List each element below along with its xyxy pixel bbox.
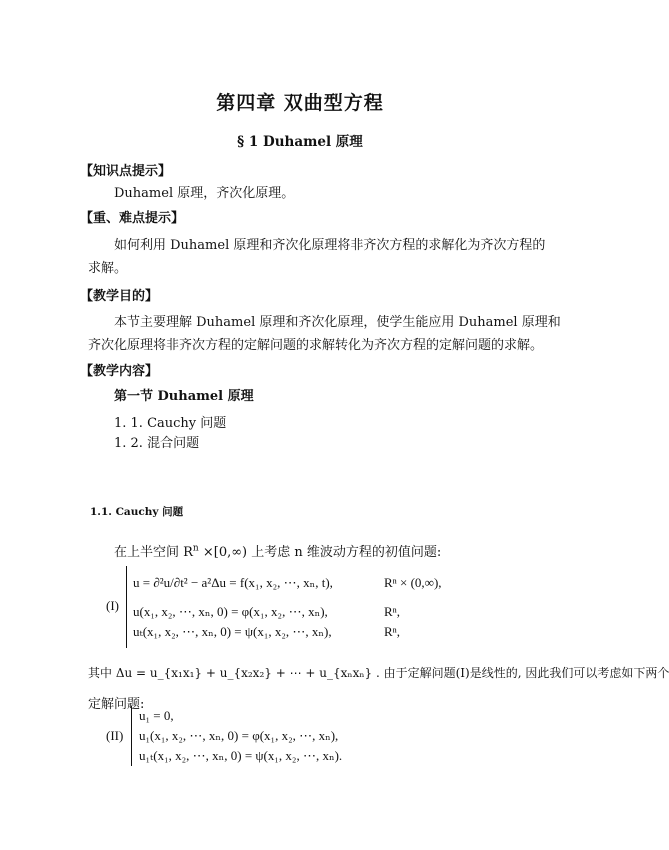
content-item-2: 1. 2. 混合问题	[114, 436, 200, 451]
after-line2: 定解问题:	[88, 697, 145, 712]
system1-eq2-domain: Rⁿ,	[384, 604, 401, 619]
system2-eq1: u₁ = 0,	[139, 708, 174, 723]
system1-label: (I)	[106, 598, 119, 613]
goal-header: 【教学目的】	[80, 289, 159, 304]
content-section: 第一节 Duhamel 原理	[114, 389, 254, 404]
difficulty-line1: 如何利用 Duhamel 原理和齐次化原理将非齐次方程的求解化为齐次方程的	[114, 238, 546, 253]
section-title: § 1 Duhamel 原理	[237, 134, 363, 150]
goal-line2: 齐次化原理将非齐次方程的定解问题的求解转化为齐次方程的定解问题的求解。	[88, 338, 544, 353]
system1-eq1: u = ∂²u/∂t² − a²Δu = f(x₁, x₂, ⋯, xₙ, t),	[133, 575, 333, 590]
system2-eq2: u₁(x₁, x₂, ⋯, xₙ, 0) = φ(x₁, x₂, ⋯, xₙ),	[139, 728, 339, 743]
content-header: 【教学内容】	[80, 364, 159, 379]
content-item-1: 1. 1. Cauchy 问题	[114, 416, 227, 431]
difficulty-header: 【重、难点提示】	[80, 211, 185, 226]
knowledge-text: Duhamel 原理，齐次化原理。	[114, 186, 295, 201]
system2-brace	[131, 706, 132, 766]
difficulty-line2: 求解。	[88, 261, 128, 276]
goal-line1: 本节主要理解 Duhamel 原理和齐次化原理，使学生能应用 Duhamel 原理和	[114, 315, 561, 330]
system1-eq1-domain: Rⁿ × (0,∞),	[384, 575, 442, 590]
subsection-intro: 在上半空间 $R^n \times[0,\infty)$ 上考虑 n 维波动方程的初值问题:	[114, 543, 442, 560]
subsection-header: 1.1. Cauchy 问题	[90, 506, 184, 518]
system1-eq2: u(x₁, x₂, ⋯, xₙ, 0) = φ(x₁, x₂, ⋯, xₙ),	[133, 604, 328, 619]
knowledge-header: 【知识点提示】	[80, 164, 172, 179]
system2-label: (II)	[106, 728, 124, 743]
system2-eq3: u₁ₜ(x₁, x₂, ⋯, xₙ, 0) = ψ(x₁, x₂, ⋯, xₙ).	[139, 748, 343, 763]
chapter-title: 第四章 双曲型方程	[216, 92, 384, 114]
system1-eq3: uₜ(x₁, x₂, ⋯, xₙ, 0) = ψ(x₁, x₂, ⋯, xₙ),	[133, 624, 332, 639]
after-line1: 其中 Δu = u_{x₁x₁} + u_{x₂x₂} + ⋯ + u_{xₙxₙ} . 由于定解问题(I)是线性的, 因此我们可以考虑如下两个	[88, 666, 669, 680]
system1-eq3-domain: Rⁿ,	[384, 624, 401, 639]
system1-brace	[126, 566, 127, 648]
